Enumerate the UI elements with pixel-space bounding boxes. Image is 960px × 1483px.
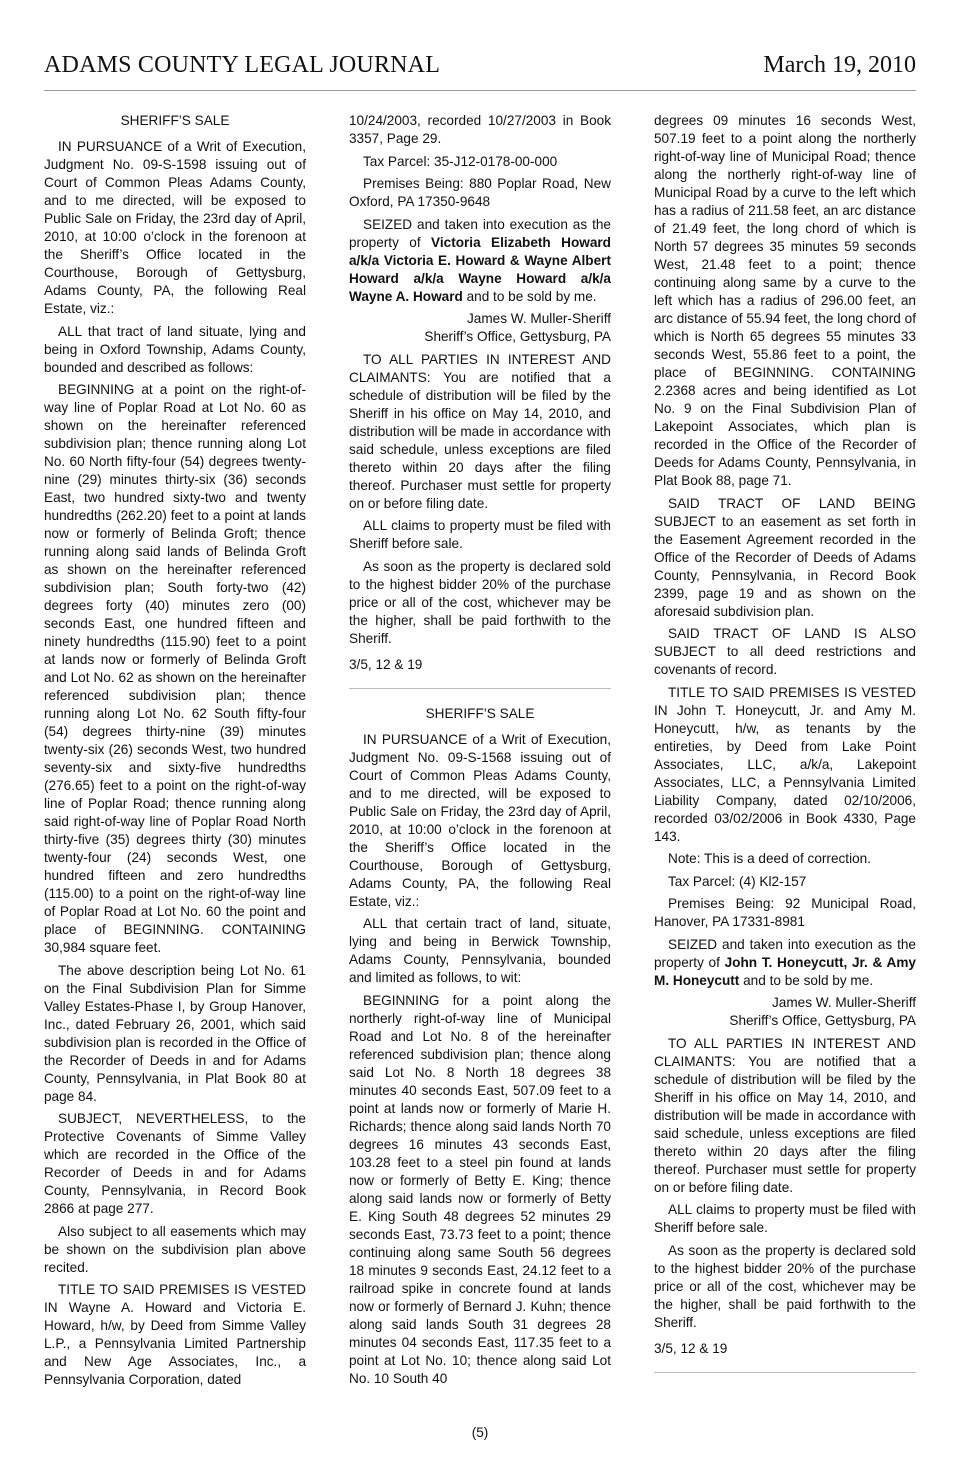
sheriff-name: James W. Muller-Sheriff	[771, 995, 916, 1010]
notice-paragraph: BEGINNING at a point on the right-of-way line of Poplar Road at Lot No. 60 as shown on the hereinafter referenced subdivision plan; thence running along Lot No. 60 North fifty-four (54) degrees twenty-nine (29) minutes thirty-six (36) seconds East, two hundred sixty-two and twenty hundredths (262.20) feet to a point at lands now or formerly of Belinda Groft; thence running along said lands of Belinda Groft as shown on the hereinafter referenced subdivision plan; South forty-two (42) degrees forty (40) minutes zero (00) seconds East, one hundred fifteen and ninety hundredths (115.90) feet to a point at lands now or formerly of Belinda Groft and Lot No. 62 as shown on the hereinafter referenced subdivision plan; thence running along Lot No. 62 South fifty-four (54) degrees thirty-nine (39) minutes twenty-six (26) seconds West, two hundred seventy-six and sixty-five hundredths (276.65) feet to a point on the right-of-way line of Poplar Road; thence running along said right-of-way line of Poplar Road North thirty-five (35) degrees thirty (30) minutes twenty-four (24) seconds West, one hundred fifteen and zero hundredths (115.00) to a point on the right-of-way line of Poplar Road at Lot No. 60 the point and place of BEGINNING. CONTAINING 30,984 square feet.	[44, 382, 306, 955]
seized-statement	[349, 216, 611, 306]
tax-parcel: Tax Parcel: 35-J12-0178-00-000	[363, 153, 558, 169]
seized-statement	[654, 936, 916, 990]
notice-paragraph: SAID TRACT OF LAND BEING SUBJECT to an easement as set forth in the Easement Agreement recorded in the Office of the Recorder of Deeds of Adams County, Pennsylvania, in Record Book 2399, page 19 and as shown on the aforesaid subdivision plan.	[654, 495, 916, 619]
notice-paragraph: ALL claims to property must be filed with Sheriff before sale.	[654, 1202, 916, 1235]
seized-text-end: and to be sold by me.	[739, 972, 874, 988]
sheriff-office: Sheriff’s Office, Gettysburg, PA	[729, 1013, 916, 1028]
page-number: (5)	[471, 1425, 489, 1440]
notice-paragraph: 10/24/2003, recorded 10/27/2003 in Book 3357, Page 29.	[349, 113, 611, 146]
notice-paragraph: degrees 09 minutes 16 seconds West, 507.19 feet to a point along the northerly right-of-way line of Municipal Road; thence along the northerly right-of-way line of Municipal Road by a curve to the left which has a radius of 211.58 feet, an arc distance of 21.49 feet, the long chord of which is North 57 degrees 35 minutes 59 seconds West, 21.48 feet to a point; thence continuing along same by a curve to the left which has a radius of 296.00 feet, an arc distance of 55.94 feet, the long chord of which is North 65 degrees 55 minutes 33 seconds West, 55.86 feet to a point, the place of BEGINNING. CONTAINING 2.2368 acres and being identified as Lot No. 9 on the Final Subdivision Plan of Lakepoint Associates, which plan is recorded in the Office of the Recorder of Deeds for Adams County, Pennsylvania, in Plat Book 88, page 71.	[654, 113, 916, 488]
notice-paragraph: TITLE TO SAID PREMISES IS VESTED IN John T. Honeycutt, Jr. and Amy M. Honeycutt, h/w, as tenants by the entireties, by Deed from Lake Point Associates, LLC, a/k/a, Lakepoint Associates, LLC, a Pennsylvania Limited Liability Company, dated 02/10/2006, recorded 03/02/2006 in Book 4330, Page 143.	[654, 684, 916, 844]
notice-paragraph: ALL that tract of land situate, lying and being in Oxford Township, Adams County, bounded and described as follows:	[44, 323, 306, 375]
publication-dates: 3/5, 12 & 19	[654, 1340, 728, 1356]
defendant-names: John T. Honeycutt, Jr. & Amy M. Honeycutt	[654, 954, 916, 988]
publication-dates: 3/5, 12 & 19	[349, 656, 423, 672]
notice-paragraph: Note: This is a deed of correction.	[668, 851, 872, 866]
notice-heading: SHERIFF’S SALE	[425, 705, 535, 721]
notice-paragraph: TO ALL PARTIES IN INTEREST AND CLAIMANTS: You are notified that a schedule of distribution will be filed by the Sheriff in his office on May 14, 2010, and distribution will be made in accordance with said schedule, unless exceptions are filed thereto within 20 days after the filing thereof. Purchaser must settle for property on or before filing date.	[654, 1035, 916, 1195]
premises: Premises Being: 92 Municipal Road, Hanover, PA 17331-8981	[654, 896, 916, 929]
sheriff-name: James W. Muller-Sheriff	[466, 311, 611, 326]
notice-paragraph: As soon as the property is declared sold to the highest bidder 20% of the purchase price or all of the cost, whichever may be the higher, shall be paid forthwith to the Sheriff.	[654, 1242, 916, 1330]
notice-paragraph: SUBJECT, NEVERTHELESS, to the Protective Covenants of Simme Valley which are recorded in the Office of the Recorder of Deeds in and for Adams County, Pennsylvania, in Record Book 2866 at page 277.	[44, 1111, 306, 1216]
column-1	[44, 112, 306, 1394]
column-3	[654, 112, 916, 1389]
notice-paragraph: TITLE TO SAID PREMISES IS VESTED IN Wayne A. Howard and Victoria E. Howard, h/w, by Deed from Simme Valley L.P., a Pennsylvania Limited Partnership and New Age Associates, Inc., a Pennsylvania Corporation, dated	[44, 1282, 306, 1387]
column-2	[349, 112, 611, 1392]
defendant-names: Victoria Elizabeth Howard a/k/a Victoria E. Howard & Wayne Albert Howard a/k/a Wayne Howard a/k/a Wayne A. Howard	[349, 234, 611, 304]
notice-paragraph: TO ALL PARTIES IN INTEREST AND CLAIMANTS: You are notified that a schedule of distribution will be filed by the Sheriff in his office on May 14, 2010, and distribution will be made in accordance with said schedule, unless exceptions are filed thereto within 20 days after the filing thereof. Purchaser must settle for property on or before filing date.	[349, 351, 611, 511]
header-divider	[44, 90, 916, 91]
premises: Premises Being: 880 Poplar Road, New Oxford, PA 17350-9648	[349, 176, 611, 209]
notice-separator	[654, 1372, 916, 1373]
notice-separator	[349, 688, 611, 689]
journal-title: ADAMS COUNTY LEGAL JOURNAL	[44, 52, 441, 78]
seized-text: SEIZED and taken into execution as the property of	[654, 936, 916, 970]
notice-paragraph: ALL that certain tract of land, situate, lying and being in Berwick Township, Adams County, Pennsylvania, bounded and limited as follows, to wit:	[349, 916, 611, 985]
notice-heading: SHERIFF’S SALE	[120, 113, 230, 128]
seized-text: SEIZED and taken into execution as the property of	[349, 216, 611, 250]
notice-paragraph: The above description being Lot No. 61 on the Final Subdivision Plan for Simme Valley Estates-Phase I, by Group Hanover, Inc., dated February 26, 2001, which said subdivision plan is recorded in the Office of the Recorder of Deeds in and for Adams County, Pennsylvania, in Plat Book 80 at page 84.	[44, 962, 306, 1104]
notice-paragraph: As soon as the property is declared sold to the highest bidder 20% of the purchase price or all of the cost, whichever may be the higher, shall be paid forthwith to the Sheriff.	[349, 558, 611, 646]
seized-text-end: and to be sold by me.	[462, 288, 597, 304]
notice-paragraph: IN PURSUANCE of a Writ of Execution, Judgment No. 09-S-1568 issuing out of Court of Common Pleas Adams County, and to me directed, will be exposed to Public Sale on Friday, the 23rd day of April, 2010, at 10:00 o’clock in the forenoon at the Sheriff’s Office located in the Courthouse, Borough of Gettysburg, Adams County, PA, the following Real Estate, viz.:	[349, 731, 611, 909]
notice-paragraph: SAID TRACT OF LAND IS ALSO SUBJECT to all deed restrictions and covenants of record.	[654, 626, 916, 677]
notice-paragraph: ALL claims to property must be filed with Sheriff before sale.	[349, 518, 611, 551]
notice-paragraph: Also subject to all easements which may be shown on the subdivision plan above recited.	[44, 1223, 306, 1275]
tax-parcel: Tax Parcel: (4) Kl2-157	[668, 873, 807, 889]
sheriff-office: Sheriff’s Office, Gettysburg, PA	[424, 329, 611, 344]
notice-paragraph: IN PURSUANCE of a Writ of Execution, Judgment No. 09-S-1598 issuing out of Court of Common Pleas Adams County, and to me directed, will be exposed to Public Sale on Friday, the 23rd day of April, 2010, at 10:00 o’clock in the forenoon at the Sheriff’s Office located in the Courthouse, Borough of Gettysburg, Adams County, PA, the following Real Estate, viz.:	[44, 139, 306, 316]
notice-paragraph: BEGINNING for a point along the northerly right-of-way line of Municipal Road and Lot No. 8 of the hereinafter referenced subdivision plan; thence along said Lot No. 8 North 18 degrees 38 minutes 40 seconds East, 507.09 feet to a point at lands now or formerly of Marie H. Richards; thence along said lands North 70 degrees 16 minutes 43 seconds East, 103.28 feet to a steel pin found at lands now or formerly of Betty E. King; thence along said lands now or formerly of Betty E. King South 48 degrees 52 minutes 29 seconds East, 73.73 feet to a point; thence continuing along same South 56 degrees 18 minutes 9 seconds East, 24.12 feet to a railroad spike in concrete found at lands now or formerly of Bernard J. Kuhn; thence along said lands South 31 degrees 28 minutes 04 seconds East, 117.35 feet to a point at Lot No. 10; thence along said Lot No. 10 South 40	[349, 992, 611, 1386]
page-header	[44, 52, 916, 86]
issue-date: March 19, 2010	[763, 52, 916, 78]
